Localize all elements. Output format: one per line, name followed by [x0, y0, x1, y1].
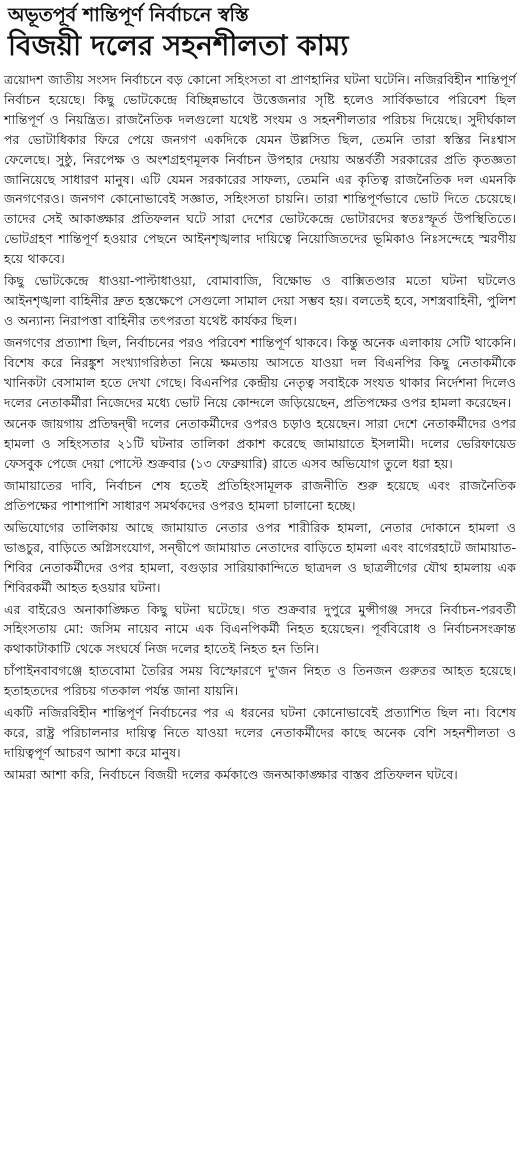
article-paragraph: কিছু ভোটকেন্দ্রে ধাওয়া-পাল্টাধাওয়া, বোমাবাজি, বিক্ষোভ ও বাক্সিতণ্ডার মতো ঘটনা ঘটলেও আইনশৃঙ্খলা বাহিনীর দ্রুত হস্তক্ষেপে সেগুলো সামাল দেয়া সম্ভব হয়। বলতেই হবে, সশস্ত্রবাহিনী, পুলিশ ও অন্যান্য নিরাপত্তা বাহিনীর তৎপরতা যথেষ্ট কার্যকর ছিল। — [4, 273, 516, 328]
article-body — [4, 70, 516, 785]
article-paragraph: জনগণের প্রত্যাশা ছিল, নির্বাচনের পরও পরিবেশ শান্তিপূর্ণ থাকবে। কিন্তু অনেক এলাকায় সেটি থাকেনি। বিশেষ করে নিরঙ্কুশ সংখ্যাগরিষ্ঠতা নিয়ে ক্ষমতায় আসতে যাওয়া দল বিএনপির কিছু নেতাকর্মীকে খানিকটা বেসামাল হতে দেখা গেছে। বিএনপির কেন্দ্রীয় নেতৃত্ব সবাইকে সংযত থাকার নির্দেশনা দিলেও দলের নেতাকর্মীরা নিজেদের মধ্যে ভোট নিয়ে কোন্দলে জড়িয়েছেন, প্রতিপক্ষের ওপর হামলা করেছেন। — [4, 334, 516, 410]
article-paragraph: চাঁপাইনবাবগঞ্জে হাতবোমা তৈরির সময় বিস্ফোরণে দু'জন নিহত ও তিনজন গুরুতর আহত হয়েছে। হতাহতদের পরিচয় গতকাল পর্যন্ত জানা যায়নি। — [4, 663, 516, 699]
article-paragraph: ত্রয়োদশ জাতীয় সংসদ নির্বাচনে বড় কোনো সহিংসতা বা প্রাণহানির ঘটনা ঘটেনি। নজিরবিহীন শান্তিপূর্ণ নির্বাচন হয়েছে। কিছু ভোটকেন্দ্রে বিচ্ছিন্নভাবে উত্তেজনার সৃষ্টি হলেও সার্বিকভাবে পরিবেশ ছিল শান্তিপূর্ণ ও নিয়ন্ত্রিত। রাজনৈতিক দলগুলো যথেষ্ট সংযম ও সহনশীলতার পরিচয় দিয়েছে। সুদীর্ঘকাল পর ভোটাধিকার ফিরে পেয়ে জনগণ একদিকে যেমন উল্লসিত ছিল, তেমনি তারা স্বস্তির নিঃশ্বাস ফেলেছে। সুষ্ঠু, নিরপেক্ষ ও অংশগ্রহণমূলক নির্বাচন উপহার দেয়ায় অন্তর্বর্তী সরকারের প্রতি কৃতজ্ঞতা জানিয়েছে সাধারণ মানুষ। এটি যেমন সরকারের সাফল্য, তেমনি এর কৃতিত্ব রাজনৈতিক দল এমনকি জনগণেরও। জনগণ কোনোভাবেই সজ্ঞাত, সহিংসতা চায়নি। তারা শান্তিপূর্ণভাবে ভোট দিতে চেয়েছে। তাদের সেই আকাঙ্ক্ষার প্রতিফলন ঘটে সারা দেশের ভোটকেন্দ্রে ভোটারদের স্বতঃস্ফূর্ত উপস্থিতিতে। ভোটগ্রহণ শান্তিপূর্ণ হওয়ার পেছনে আইনশৃঙ্খলার দায়িত্বে নিয়োজিতদের ভূমিকাও নিঃসন্দেহে স্মরণীয় হয়ে থাকবে। — [4, 72, 516, 267]
article-paragraph: আমরা আশা করি, নির্বাচনে বিজয়ী দলের কর্মকাণ্ডে জনআকাঙ্ক্ষার বাস্তব প্রতিফলন ঘটবে। — [4, 766, 458, 782]
article-paragraph: এর বাইরেও অনাকাঙ্ক্ষিত কিছু ঘটনা ঘটেছে। গত শুক্রবার দুপুরে মুন্সীগঞ্জ সদরে নির্বাচন-পরবর্তী সহিংসতায় মো: জসিম নায়েব নামে এক বিএনপিকর্মী নিহত হয়েছেন। পূর্ববিরোধ ও নির্বাচনসংক্রান্ত কথাকাটাকাটি থেকে সংঘর্ষে নিজ দলের হাতেই নিহত হন তিনি। — [4, 601, 516, 657]
article-kicker: অভূতপূর্ব শান্তিপূর্ণ নির্বাচনে স্বস্তি — [8, 4, 249, 26]
article-paragraph: অভিযোগের তালিকায় আছে জামায়াত নেতার ওপর শারীরিক হামলা, নেতার দোকানে হামলা ও ভাঙচুর, বাড়িতে অগ্নিসংযোগ, সন্দ্বীপে জামায়াত নেতাদের বাড়িতে হামলা এবং বাগেরহাটে জামায়াত-শিবির নেতাকর্মীদের ওপর হামলা, বগুড়ার সারিয়াকান্দিতে ছাত্রদল ও ছাত্রলীগের যৌথ হামলায় এক শিবিরকর্মী আহত হওয়ার ঘটনা। — [4, 519, 516, 595]
article-paragraph: জামায়াতের দাবি, নির্বাচন শেষ হতেই প্রতিহিংসামূলক রাজনীতি শুরু হয়েছে এবং রাজনৈতিক প্রতিপক্ষের পাশাপাশি সাধারণ সমর্থকদের ওপরও হামলা চালানো হচ্ছে। — [4, 478, 516, 514]
editorial-article — [4, 2, 516, 787]
article-paragraph: অনেক জায়গায় প্রতিদ্বন্দ্বী দলের নেতাকর্মীদের ওপরও চড়াও হয়েছেন। সারা দেশে নেতাকর্মীদের ওপর হামলা ও সহিংসতার ২১টি ঘটনার তালিকা প্রকাশ করেছে জামায়াতে ইসলামী। দলের ভেরিফায়েড ফেসবুক পেজে দেয়া পোস্টে শুক্রবার (১৩ ফেব্রুয়ারি) রাতে এসব অভিযোগ তুলে ধরা হয়। — [4, 416, 516, 472]
article-headline: বিজয়ী দলের সহনশীলতা কাম্য — [8, 29, 349, 62]
article-paragraph: একটি নজিরবিহীন শান্তিপূর্ণ নির্বাচনের পর এ ধরনের ঘটনা কোনোভাবেই প্রত্যাশিত ছিল না। বিশেষ করে, রাষ্ট্র পরিচালনার দায়িত্ব নিতে যাওয়া দলের নেতাকর্মীদের কাছে অনেক বেশি সহনশীলতা ও দায়িত্বপূর্ণ আচরণ আশা করে মানুষ। — [4, 705, 516, 760]
